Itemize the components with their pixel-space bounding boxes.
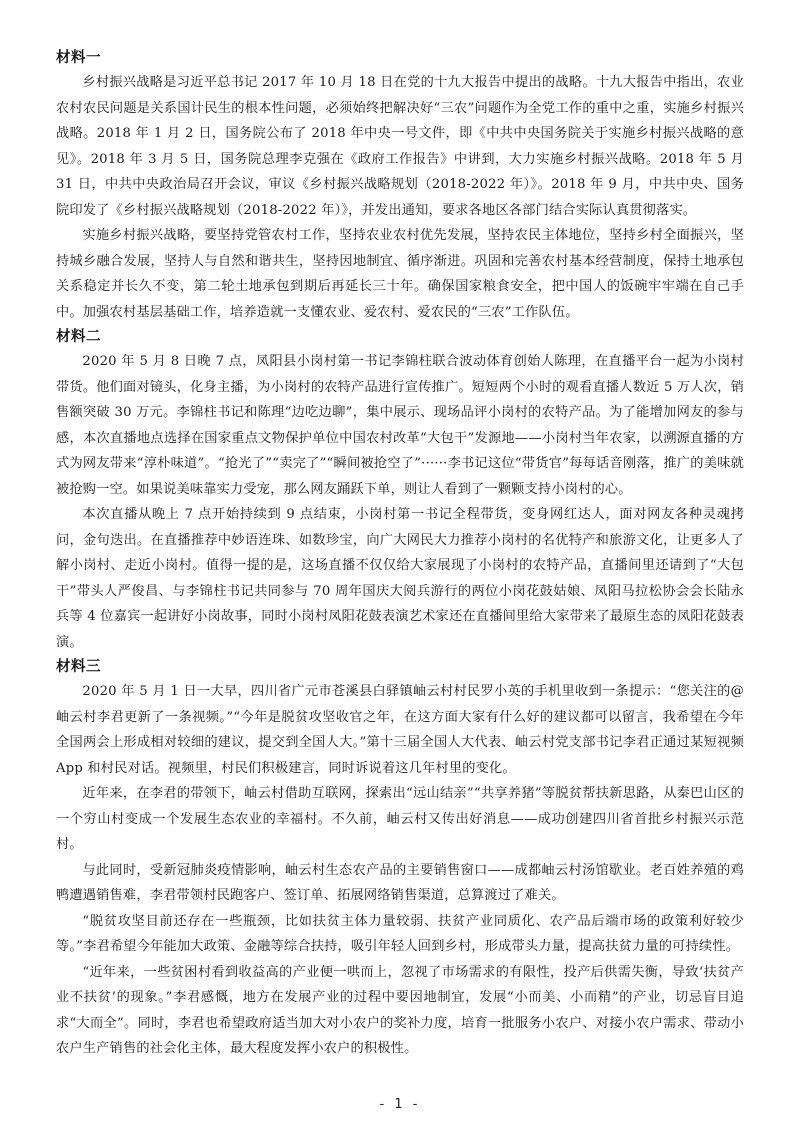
paragraph: “近年来，一些贫困村看到收益高的产业便一哄而上，忽视了市场需求的有限性，投产后供需失衡，导致‘扶贫产业不扶贫’的现象。”李君感慨，地方在发展产业的过程中要因地制宜，发展“小而美、小而精”的产业，切忌盲目追求“大而全”。同时，李君也希望政府适当加大对小农户的奖补力度，培育一批服务小农户、对接小农户需求、带动小农户生产销售的社会化主体，最大程度发挥小农户的积极性。	[56, 964, 744, 1056]
paragraph: 与此同时，受新冠肺炎疫情影响，岫云村生态农产品的主要销售窗口——成都岫云村汤馆歇业。老百姓养殖的鸡鸭遭遇销售难，李君带领村民跑客户、签订单、拓展网络销售渠道，总算渡过了难关。	[56, 862, 744, 903]
section-heading: 材料三	[56, 659, 101, 675]
paragraph: 2020 年 5 月 1 日一大早，四川省广元市苍溪县白驿镇岫云村村民罗小英的手机里收到一条提示：“您关注的@岫云村李君更新了一条视频。”“今年是脱贫攻坚收官之年，在这方面大家有什么好的建议都可以留言，我希望在今年全国两会上形成相对较细的建议，提交到全国人大。”第十三届全国人大代表、岫云村党支部书记李君正通过某短视频 App 和村民对话。视频里，村民们积极建言，同时诉说着这几年村里的变化。	[56, 684, 744, 776]
page-number: - 1 -	[379, 1097, 421, 1112]
section-material-1	[56, 46, 744, 325]
paragraph: “脱贫攻坚目前还存在一些瓶颈，比如扶贫主体力量较弱、扶贫产业同质化、农产品后端市场的政策利好较少等。”李君希望今年能加大政策、金融等综合扶持，吸引年轻人回到乡村，形成带头力量，提高扶贫力量的可持续性。	[56, 913, 744, 954]
document-body	[56, 46, 744, 1062]
paragraph: 2020 年 5 月 8 日晚 7 点，凤阳县小岗村第一书记李锦柱联合波动体育创始人陈理，在直播平台一起为小岗村带货。他们面对镜头，化身主播，为小岗村的农特产品进行宣传推广。短短两个小时的观看直播人数近 5 万人次，销售额突破 30 万元。李锦柱书记和陈理“边吃边聊”，集中展示、现场品评小岗村的农特产品。为了能增加网友的参与感，本次直播地点选择在国家重点文物保护单位中国农村改革“大包干”发源地——小岗村当年农家，以溯源直播的方式为网友带来“淳朴味道”。“抢光了”“卖完了”“瞬间被抢空了”······李书记这位“带货官”每每话音刚落，推广的美味就被抢购一空。如果说美味靠实力受宠，那么网友踊跃下单，则让人看到了一颗颗支持小岗村的心。	[56, 354, 744, 497]
paragraph: 本次直播从晚上 7 点开始持续到 9 点结束，小岗村第一书记全程带货，变身网红达人，面对网友各种灵魂拷问，金句迭出。在直播推荐中妙语连珠、如数珍宝，向广大网民大力推荐小岗村的名优特产和旅游文化，让更多人了解小岗村、走近小岗村。值得一提的是，这场直播不仅仅给大家展现了小岗村的农特产品，直播间里还请到了“大包干”带头人严俊昌、与李锦柱书记共同参与 70 周年国庆大阅兵游行的两位小岗花鼓姑娘、凤阳马拉松协会会长陆永兵等 4 位嘉宾一起讲好小岗故事，同时小岗村凤阳花鼓表演艺术家还在直播间里给大家带来了最原生态的凤阳花鼓表演。	[56, 507, 744, 650]
section-material-3	[56, 655, 744, 1062]
section-heading: 材料一	[56, 50, 101, 66]
paragraph: 实施乡村振兴战略，要坚持党管农村工作，坚持农业农村优先发展，坚持农民主体地位，坚持乡村全面振兴，坚持城乡融合发展，坚持人与自然和谐共生，坚持因地制宜、循序渐进。巩固和完善农村基本经营制度，保持土地承包关系稳定并长久不变，第二轮土地承包到期后再延长三十年。确保国家粮食安全，把中国人的饭碗牢牢端在自己手中。加强农村基层基础工作，培养造就一支懂农业、爱农村、爱农民的“三农”工作队伍。	[56, 228, 744, 320]
section-material-2	[56, 325, 744, 655]
paragraph: 乡村振兴战略是习近平总书记 2017 年 10 月 18 日在党的十九大报告中提出的战略。十九大报告中指出，农业农村农民问题是关系国计民生的根本性问题，必须始终把解决好“三农”问题作为全党工作的重中之重，实施乡村振兴战略。2018 年 1 月 2 日，国务院公布了 2018 年中央一号文件，即《中共中央国务院关于实施乡村振兴战略的意见》。2018 年 3 月 5 日，国务院总理李克强在《政府工作报告》中讲到，大力实施乡村振兴战略。2018 年 5 月 31 日，中共中央政治局召开会议，审议《乡村振兴战略规划（2018-2022 年）》。2018 年 9 月，中共中央、国务院印发了《乡村振兴战略规划（2018-2022 年）》，并发出通知，要求各地区各部门结合实际认真贯彻落实。	[56, 75, 744, 218]
paragraph: 近年来，在李君的带领下，岫云村借助互联网，探索出“远山结亲”“共享养猪”等脱贫帮扶新思路，从秦巴山区的一个穷山村变成一个发展生态农业的幸福村。不久前，岫云村又传出好消息——成功创建四川省首批乡村振兴示范村。	[56, 786, 744, 852]
section-heading: 材料二	[56, 329, 101, 345]
